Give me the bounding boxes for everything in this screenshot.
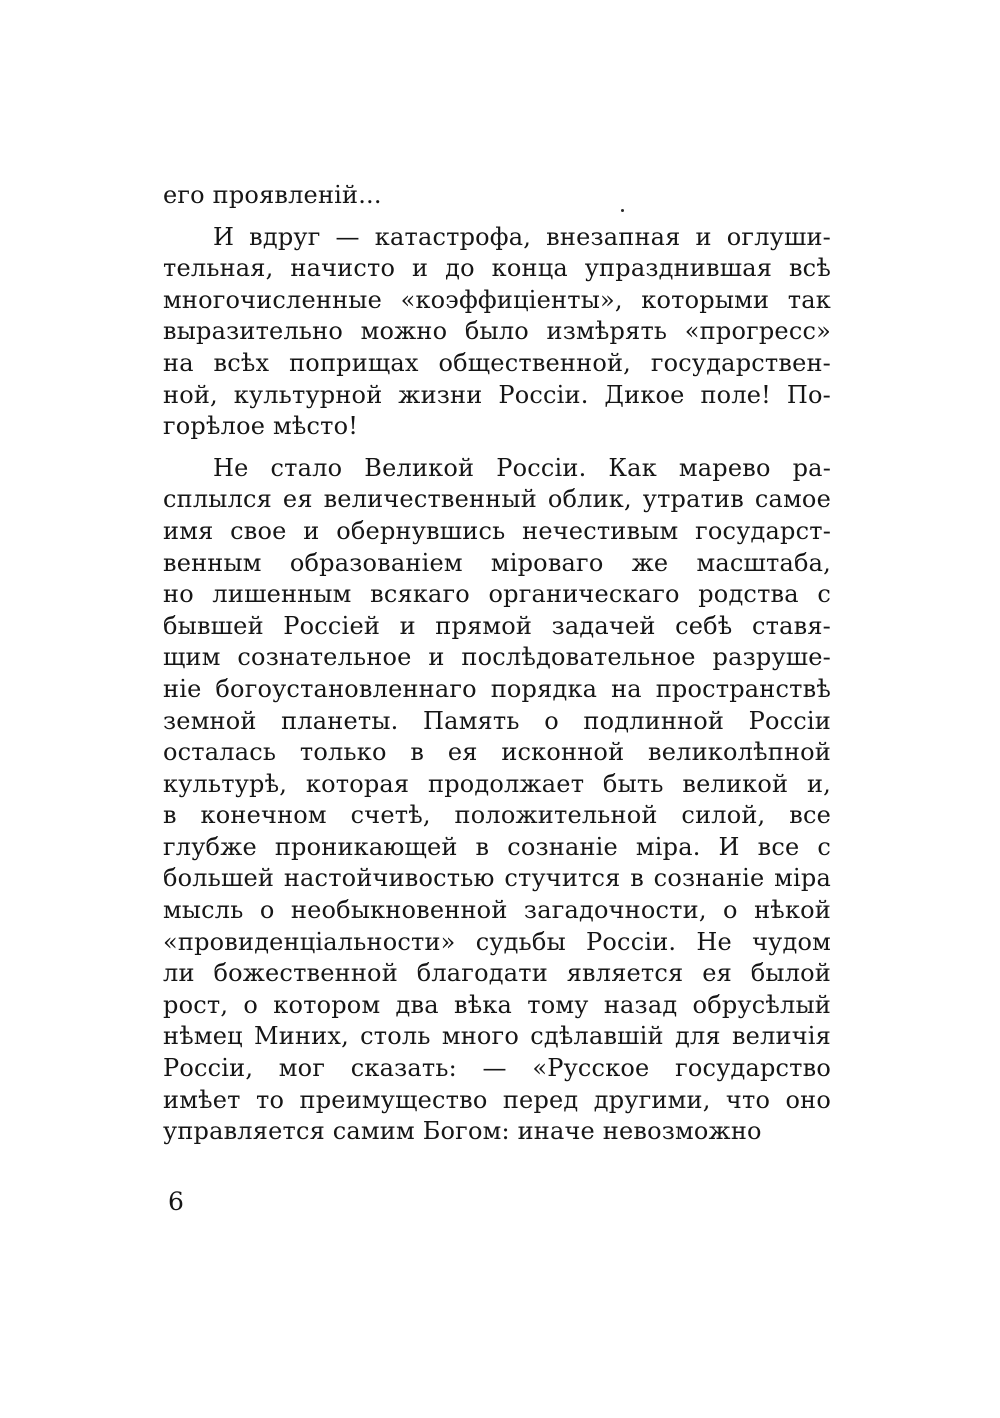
text-line: управляется самим Богом: иначе невозможно — [163, 1117, 762, 1146]
text-line: «провиденціальности» судьбы Россіи. Не чудом — [163, 927, 831, 956]
paragraph — [163, 180, 831, 212]
text-line: ли божественной благодати является ея былой — [163, 959, 831, 988]
paragraph — [163, 453, 831, 1148]
text-line: ной, культурной жизни Россіи. Дикое поле! По- — [163, 380, 831, 409]
text-line: И вдруг — катастрофа, внезапная и оглуши- — [213, 222, 831, 251]
paragraph — [163, 222, 831, 443]
text-line: но лишенным всякаго органическаго родства с — [163, 580, 831, 609]
paragraph-spacing — [163, 212, 831, 222]
text-line: Не стало Великой Россіи. Как марево ра- — [213, 453, 831, 482]
text-line: культурѣ, которая продолжает быть великой и, — [163, 769, 831, 798]
text-line: в конечном счетѣ, положительной силой, все — [163, 801, 831, 830]
text-line: венным образованіем міроваго же масштаба, — [163, 548, 831, 577]
text-line: выразительно можно было измѣрять «прогресс» — [163, 317, 831, 346]
text-line: нѣмец Миних, столь много сдѣлавшій для величія — [163, 1022, 831, 1051]
text-line: имѣет то преимущество перед другими, что оно — [163, 1085, 831, 1114]
paragraph-spacing — [163, 443, 831, 453]
text-line: на всѣх поприщах общественной, государствен- — [163, 348, 831, 377]
text-line: тельная, начисто и до конца упразднившая всѣ — [163, 254, 831, 283]
text-line: щим сознательное и послѣдовательное разруше- — [163, 643, 831, 672]
text-line: горѣлое мѣсто! — [163, 412, 359, 441]
text-line: ніе богоустановленнаго порядка на пространствѣ — [163, 674, 831, 703]
text-line: рост, о котором два вѣка тому назад обрусѣлый — [163, 990, 831, 1019]
text-line: имя свое и обернувшись нечестивым государст- — [163, 516, 831, 545]
text-line: земной планеты. Память о подлинной Россіи — [163, 706, 831, 735]
text-line: Россіи, мог сказать: — «Русское государство — [163, 1054, 831, 1083]
text-line: глубже проникающей в сознаніе міра. И все с — [163, 832, 831, 861]
text-line: его проявленій... — [163, 181, 382, 209]
page-number: 6 — [168, 1187, 184, 1216]
text-line: осталась только в ея исконной великолѣпной — [163, 738, 831, 767]
text-line: бывшей Россіей и прямой задачей себѣ ставя- — [163, 611, 831, 640]
text-line: сплылся ея величественный облик, утратив самое — [163, 485, 831, 514]
text-line: большей настойчивостью стучится в сознаніе міра — [163, 864, 831, 893]
body-text — [163, 180, 831, 1148]
text-line: многочисленные «коэффиціенты», которыми так — [163, 285, 831, 314]
text-line: мысль о необыкновенной загадочности, о нѣкой — [163, 896, 831, 925]
